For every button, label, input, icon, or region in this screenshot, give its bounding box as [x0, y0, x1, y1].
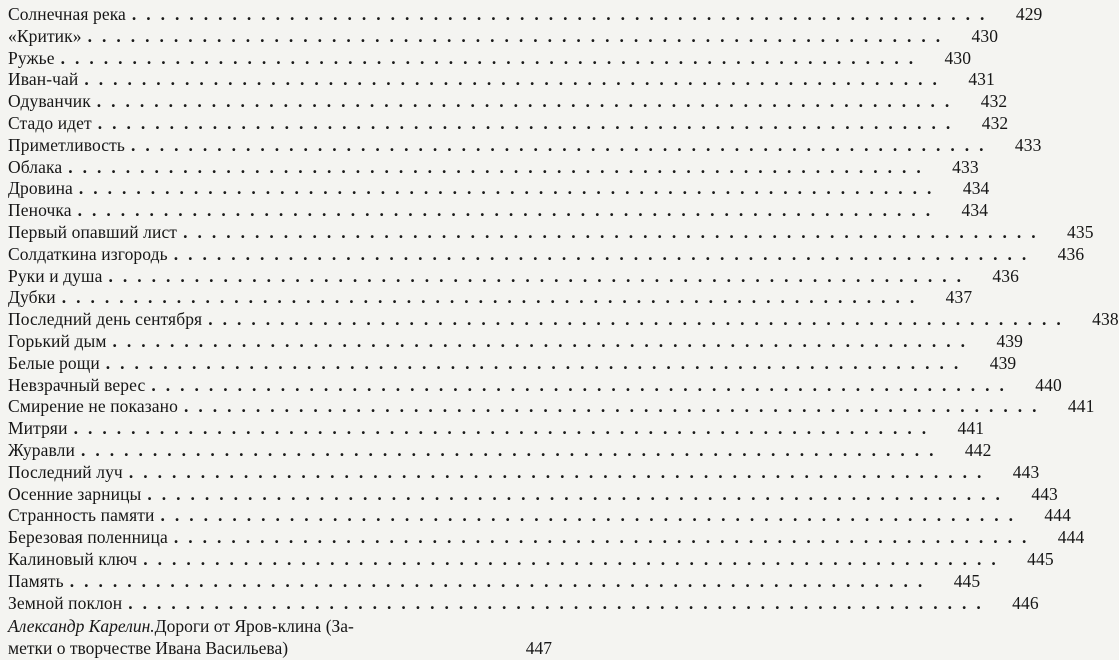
toc-entry	[8, 287, 973, 309]
toc-entry-title: Странность памяти	[8, 505, 155, 526]
toc-entry-page-number: 434	[962, 178, 990, 199]
dot-leader: ............................................................	[173, 243, 1037, 264]
toc-entry-page-number: 443	[1012, 461, 1040, 482]
dot-leader: ............................................................	[151, 374, 1014, 395]
essay-author: Александр Карелин.	[8, 616, 155, 637]
toc-entry	[8, 461, 1040, 484]
toc-entry-page-number: 430	[944, 47, 972, 68]
essay-line-1	[8, 616, 552, 638]
toc-entry-page-number: 432	[981, 112, 1009, 133]
table-of-contents-page	[8, 4, 1119, 660]
toc-list	[8, 4, 1119, 614]
dot-leader: ............................................................	[173, 527, 1037, 548]
toc-entry-title: Последний день сентября	[8, 309, 203, 330]
toc-entry	[8, 200, 989, 222]
toc-entry	[8, 548, 1054, 571]
toc-entry-title: Приметливость	[8, 134, 125, 155]
toc-entry-page-number: 432	[980, 91, 1008, 112]
dot-leader: ............................................................	[77, 200, 941, 221]
toc-entry-page-number: 431	[968, 69, 995, 90]
toc-entry	[8, 134, 1042, 157]
toc-entry	[8, 178, 990, 200]
toc-entry	[8, 592, 1039, 615]
dot-leader: ............................................................	[131, 4, 995, 24]
toc-entry	[8, 527, 1085, 549]
toc-entry	[8, 483, 1058, 506]
toc-entry-title: Дровина	[8, 178, 73, 199]
toc-entry-page-number: 444	[1057, 527, 1085, 548]
dot-leader: ............................................................	[208, 309, 1071, 330]
dot-leader: ............................................................	[78, 178, 942, 199]
toc-entry-title: Ружье	[8, 47, 55, 68]
essay-page-number: 447	[525, 638, 552, 659]
toc-entry	[8, 91, 1008, 113]
toc-entry-title: Облака	[8, 156, 63, 177]
toc-entry	[8, 330, 1024, 353]
toc-entry-page-number: 430	[971, 25, 999, 46]
dot-leader: ............................................................	[87, 25, 951, 46]
toc-entry-title: Солнечная река	[8, 4, 126, 24]
dot-leader: ............................................................	[183, 221, 1046, 242]
dot-leader: ............................................................	[112, 330, 976, 351]
dot-leader: ............................................................	[143, 548, 1006, 569]
toc-entry-page-number: 444	[1044, 505, 1071, 526]
toc-entry	[8, 396, 1095, 418]
toc-entry	[8, 505, 1071, 527]
essay-line-2	[8, 638, 552, 660]
dot-leader: ............................................................	[108, 265, 971, 286]
toc-entry-title: Осенние зарницы	[8, 483, 142, 504]
essay-title-part-1: Дороги от Яров-клина (За-	[154, 616, 354, 637]
toc-entry	[8, 112, 1009, 135]
toc-entry-title: Митряи	[8, 418, 68, 439]
dot-leader: ............................................................	[61, 287, 925, 308]
toc-entry	[8, 418, 985, 440]
dot-leader: ............................................................	[60, 47, 924, 68]
toc-entry-title: Иван-чай	[8, 69, 79, 90]
toc-entry-page-number: 441	[957, 418, 985, 439]
toc-entry	[8, 4, 1043, 26]
toc-entry-page-number: 439	[989, 352, 1017, 373]
dot-leader: ............................................................	[160, 505, 1023, 526]
toc-entry	[8, 439, 992, 462]
toc-entry-page-number: 429	[1015, 4, 1043, 24]
essay-title-part-2: метки о творчестве Ивана Васильева)	[8, 638, 289, 659]
dot-leader: ............................................................	[130, 134, 994, 155]
toc-entry	[8, 374, 1062, 397]
toc-entry-page-number: 445	[953, 570, 981, 591]
toc-entry-page-number: 436	[992, 265, 1019, 286]
toc-entry	[8, 25, 999, 48]
toc-entry-page-number: 435	[1067, 221, 1094, 242]
dot-leader: ............................................................	[128, 461, 992, 482]
toc-entry-title: «Критик»	[8, 25, 82, 46]
dot-leader: ............................................................	[97, 112, 961, 133]
toc-entry-title: Журавли	[8, 439, 75, 460]
toc-entry-page-number: 439	[996, 330, 1024, 351]
toc-entry-page-number: 436	[1057, 243, 1085, 264]
toc-entry-title: Невзрачный верес	[8, 374, 146, 395]
dot-leader: ............................................................	[68, 156, 931, 177]
toc-entry-page-number: 443	[1031, 483, 1058, 504]
toc-entry-page-number: 434	[961, 200, 989, 221]
toc-entry-title: Первый опавший лист	[8, 221, 178, 242]
dot-leader: ............................................................	[128, 592, 991, 613]
dot-leader: ............................................................	[80, 439, 944, 460]
toc-entry	[8, 69, 995, 91]
toc-entry	[8, 570, 981, 593]
toc-entry-page-number: 433	[1014, 134, 1042, 155]
toc-entry-title: Горький дым	[8, 330, 107, 351]
toc-entry-page-number: 446	[1012, 592, 1039, 613]
toc-entry-title: Последний луч	[8, 461, 123, 482]
toc-entry-title: Смирение не показано	[8, 396, 178, 417]
toc-entry	[8, 47, 972, 70]
toc-entry-page-number: 441	[1067, 396, 1095, 417]
toc-entry-title: Стадо идет	[8, 112, 92, 133]
toc-entry-page-number: 437	[945, 287, 973, 308]
dot-leader: ............................................................	[105, 352, 969, 373]
dot-leader: ............................................................	[84, 69, 947, 90]
toc-entry	[8, 309, 1119, 331]
dot-leader: ............................................................	[73, 418, 937, 439]
toc-entry	[8, 352, 1017, 375]
toc-entry-title: Руки и душа	[8, 265, 103, 286]
toc-entry-title: Память	[8, 570, 64, 591]
toc-entry-title: Дубки	[8, 287, 56, 308]
toc-entry	[8, 265, 1019, 288]
toc-entry-title: Белые рощи	[8, 352, 100, 373]
toc-entry-page-number: 438	[1092, 309, 1119, 330]
dot-leader: ............................................................	[96, 91, 960, 112]
toc-entry-title: Земной поклон	[8, 592, 123, 613]
toc-entry-page-number: 433	[952, 156, 979, 177]
toc-entry-title: Одуванчик	[8, 91, 91, 112]
toc-entry-title: Калиновый ключ	[8, 548, 138, 569]
toc-entry-page-number: 440	[1035, 374, 1062, 395]
toc-essay-entry	[8, 616, 552, 660]
dot-leader: ............................................................	[183, 396, 1047, 417]
toc-entry	[8, 243, 1085, 266]
toc-entry-page-number: 442	[964, 439, 992, 460]
dot-leader: ............................................................	[147, 483, 1010, 504]
toc-entry-title: Пеночка	[8, 200, 72, 221]
toc-entry-title: Солдаткина изгородь	[8, 243, 168, 264]
toc-entry-title: Березовая поленница	[8, 527, 168, 548]
toc-entry	[8, 221, 1094, 244]
toc-entry-page-number: 445	[1027, 548, 1054, 569]
toc-entry	[8, 156, 979, 179]
dot-leader: ............................................................	[69, 570, 933, 591]
